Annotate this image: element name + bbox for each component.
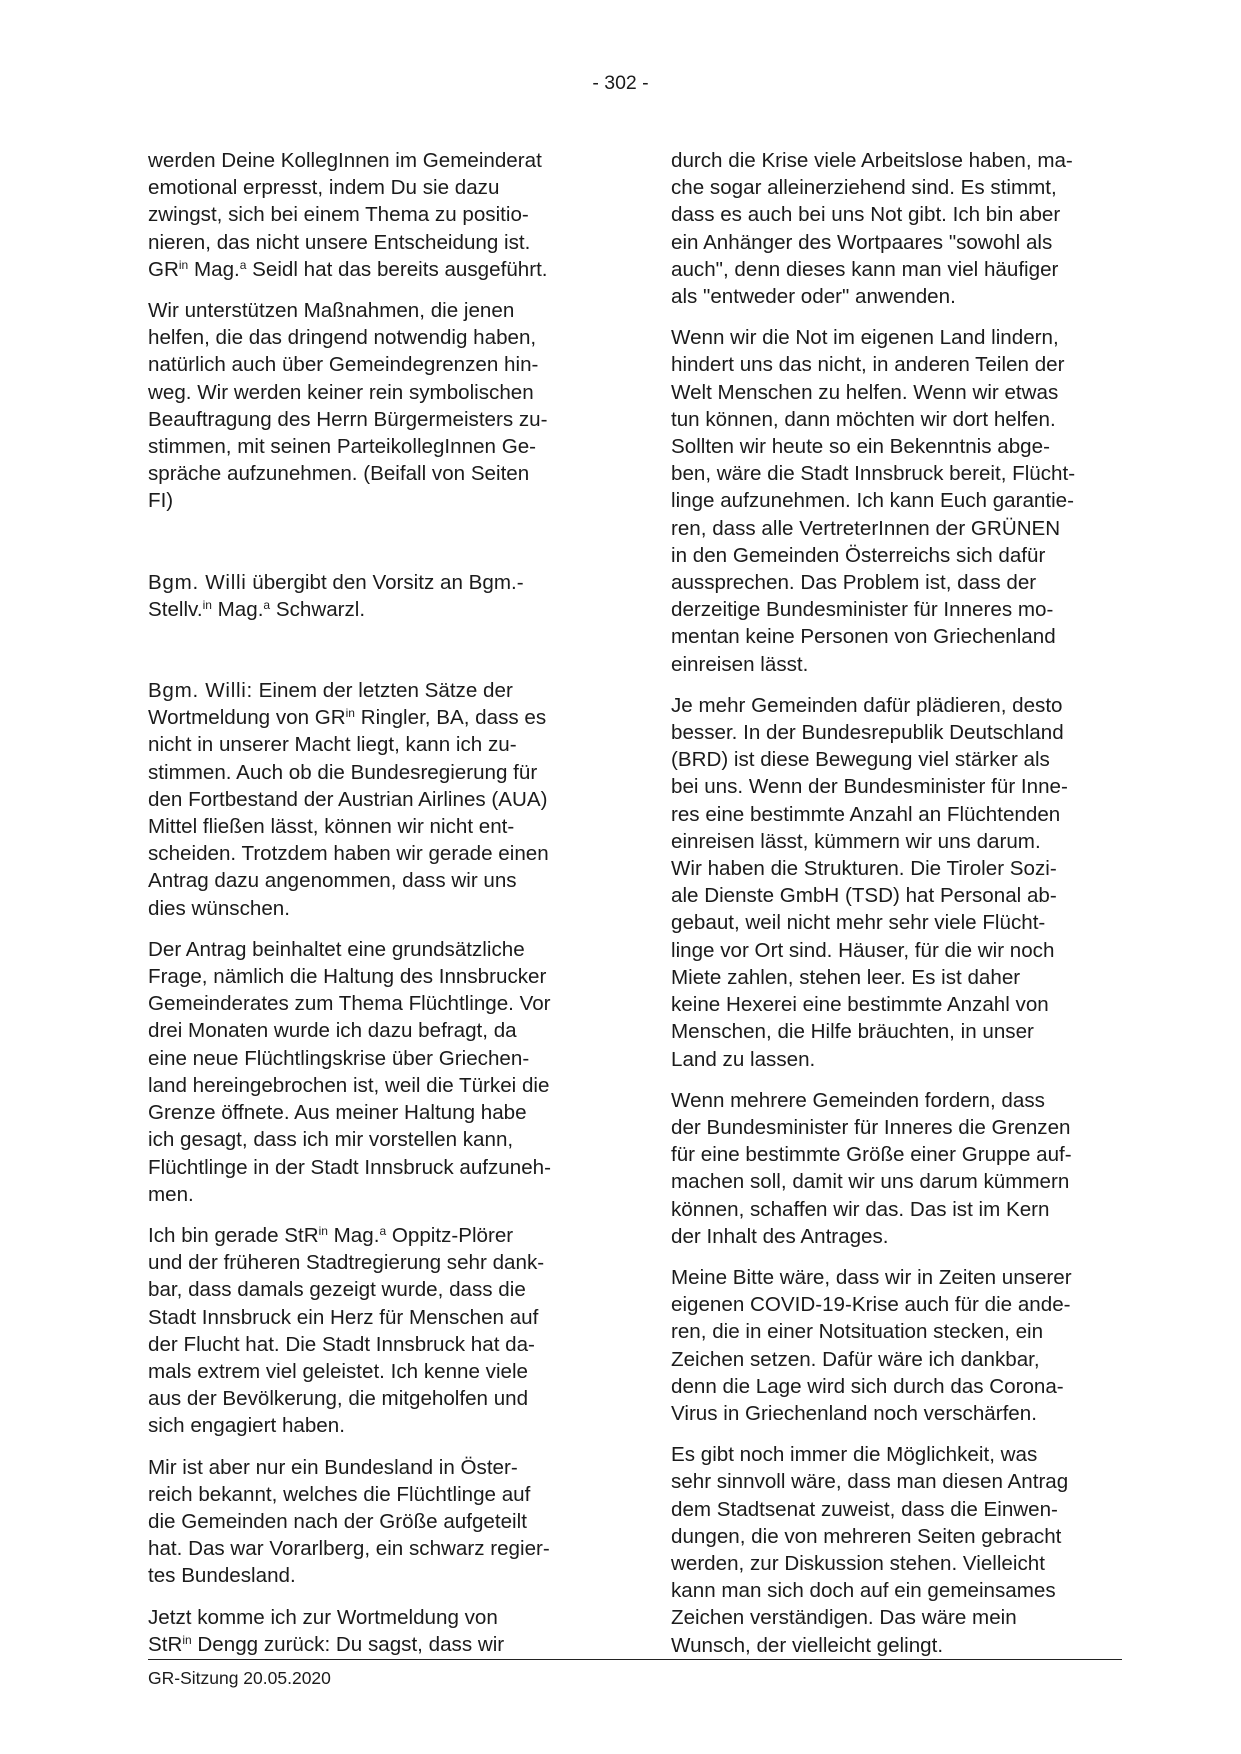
paragraph: Jetzt komme ich zur Wortmeldung von StR$^{in}$ Dengg zurück: Du sagst, dass wir: [148, 1605, 505, 1656]
paragraph: werden Deine KollegInnen im Gemeinderat emotional erpresst, indem Du sie dazu zwingst, sich bei einem Thema zu positio- nieren, das nicht unsere Entscheidung ist. $GR^{in}$ Mag.$^a$ Seidl hat das bereits ausgeführt.: [148, 149, 548, 281]
paragraph: Ich bin gerade StR$^{in}$ Mag.$^a$ Oppitz-Plörer und der früheren Stadtregierung sehr dank- bar, dass damals gezeigt wurde, dass die Stadt Innsbruck ein Herz für Menschen auf der Flucht hat. Die Stadt Innsbruck hat da- mals extrem viel geleistet. Ich kenne viele aus der Bevölkerung, die mitgeholfen und sich engagiert haben.: [148, 1223, 545, 1438]
paragraph: Bgm. Willi: Einem der letzten Sätze der Wortmeldung von $GR^{in}$ Ringler, BA, dass es nicht in unserer Macht liegt, kann ich zu- stimmen. Auch ob die Bundesregierung für den Fortbestand der Austrian Airlines (AUA) Mittel fließen lässt, können wir nicht ent- scheiden. Trotzdem haben wir gerade einen Antrag dazu angenommen, dass wir uns dies wünschen.: [148, 679, 549, 920]
paragraph: Mir ist aber nur ein Bundesland in Öster- reich bekannt, welches die Flüchtlinge auf die Gemeinden nach der Größe aufgeteilt hat. Das war Vorarlberg, ein schwarz regier- tes Bundesland.: [148, 1455, 550, 1588]
paragraph: Bgm. Willi übergibt den Vorsitz an Bgm.- Stellv.$^{in}$ Mag.$^a$ Schwarzl.: [148, 570, 524, 621]
paragraph: Wir unterstützen Maßnahmen, die jenen helfen, die das dringend notwendig haben, natürlich auch über Gemeindegrenzen hin- weg. Wir werden keiner rein symbolischen Beauftragung des Herrn Bürgermeisters zu- stimmen, mit seinen ParteikollegInnen Ge- spräche aufzunehmen. (Beifall von Seiten FI): [148, 299, 548, 513]
paragraph: Je mehr Gemeinden dafür plädieren, desto besser. In der Bundesrepublik Deutschland (BRD) ist diese Bewegung viel stärker als bei uns. Wenn der Bundesminister für Inne- res eine bestimmte Anzahl an Flüchtenden einreisen lässt, kümmern wir uns darum. Wir haben die Strukturen. Die Tiroler Sozi- ale Dienste GmbH (TSD) hat Personal ab- gebaut, weil nicht mehr sehr viele Flücht- linge vor Ort sind. Häuser, für die wir noch Miete zahlen, stehen leer. Es ist daher keine Hexerei eine bestimmte Anzahl von Menschen, die Hilfe bräuchten, in unser Land zu lassen.: [671, 693, 1068, 1071]
paragraph: durch die Krise viele Arbeitslose haben, ma- che sogar alleinerziehend sind. Es stimmt, dass es auch bei uns Not gibt. Ich bin aber ein Anhänger des Wortpaares "sowohl als auch", denn dieses kann man viel häufiger als "entweder oder" anwenden.: [671, 149, 1073, 309]
paragraph: Wenn wir die Not im eigenen Land lindern, hindert uns das nicht, in anderen Teilen der Welt Menschen zu helfen. Wenn wir etwas tun können, dann möchten wir dort helfen. Sollten wir heute so ein Bekenntnis abge- ben, wäre die Stadt Innsbruck bereit, Flücht- linge aufzunehmen. Ich kann Euch garantie- ren, dass alle VertreterInnen der GRÜNEN in den Gemeinden Österreichs sich dafür aussprechen. Das Problem ist, dass der derzeitige Bundesminister für Inneres mo- mentan keine Personen von Griechenland einreisen lässt.: [671, 326, 1076, 676]
page-number: - 302 -: [592, 72, 649, 94]
paragraph: Meine Bitte wäre, dass wir in Zeiten unserer eigenen COVID-19-Krise auch für die ande- ren, die in einer Notsituation stecken, ein Zeichen setzen. Dafür wäre ich dankbar, denn die Lage wird sich durch das Corona- Virus in Griechenland noch verschärfen.: [671, 1265, 1072, 1425]
left-column: [148, 147, 593, 1672]
footer-divider: [148, 1659, 1122, 1660]
footer-session-date: GR-Sitzung 20.05.2020: [148, 1668, 331, 1688]
paragraph: Es gibt noch immer die Möglichkeit, was sehr sinnvoll wäre, dass man diesen Antrag dem Stadtsenat zuweist, dass die Einwen- dungen, die von mehreren Seiten gebracht werden, zur Diskussion stehen. Vielleicht kann man sich doch auf ein gemeinsames Zeichen verständigen. Das wäre mein Wunsch, der vielleicht gelingt.: [671, 1443, 1069, 1657]
paragraph: Der Antrag beinhaltet eine grundsätzliche Frage, nämlich die Haltung des Innsbrucker Gemeinderates zum Thema Flüchtlinge. Vor drei Monaten wurde ich dazu befragt, da eine neue Flüchtlingskrise über Griechen- land hereingebrochen ist, weil die Türkei die Grenze öffnete. Aus meiner Haltung habe ich gesagt, dass ich mir vorstellen kann, Flüchtlinge in der Stadt Innsbruck aufzuneh- men.: [148, 937, 551, 1206]
right-column: [671, 147, 1116, 1673]
paragraph: Wenn mehrere Gemeinden fordern, dass der Bundesminister für Inneres die Grenzen für eine bestimmte Größe einer Gruppe auf- machen soll, damit wir uns darum kümmern können, schaffen wir das. Das ist im Kern der Inhalt des Antrages.: [671, 1088, 1072, 1248]
